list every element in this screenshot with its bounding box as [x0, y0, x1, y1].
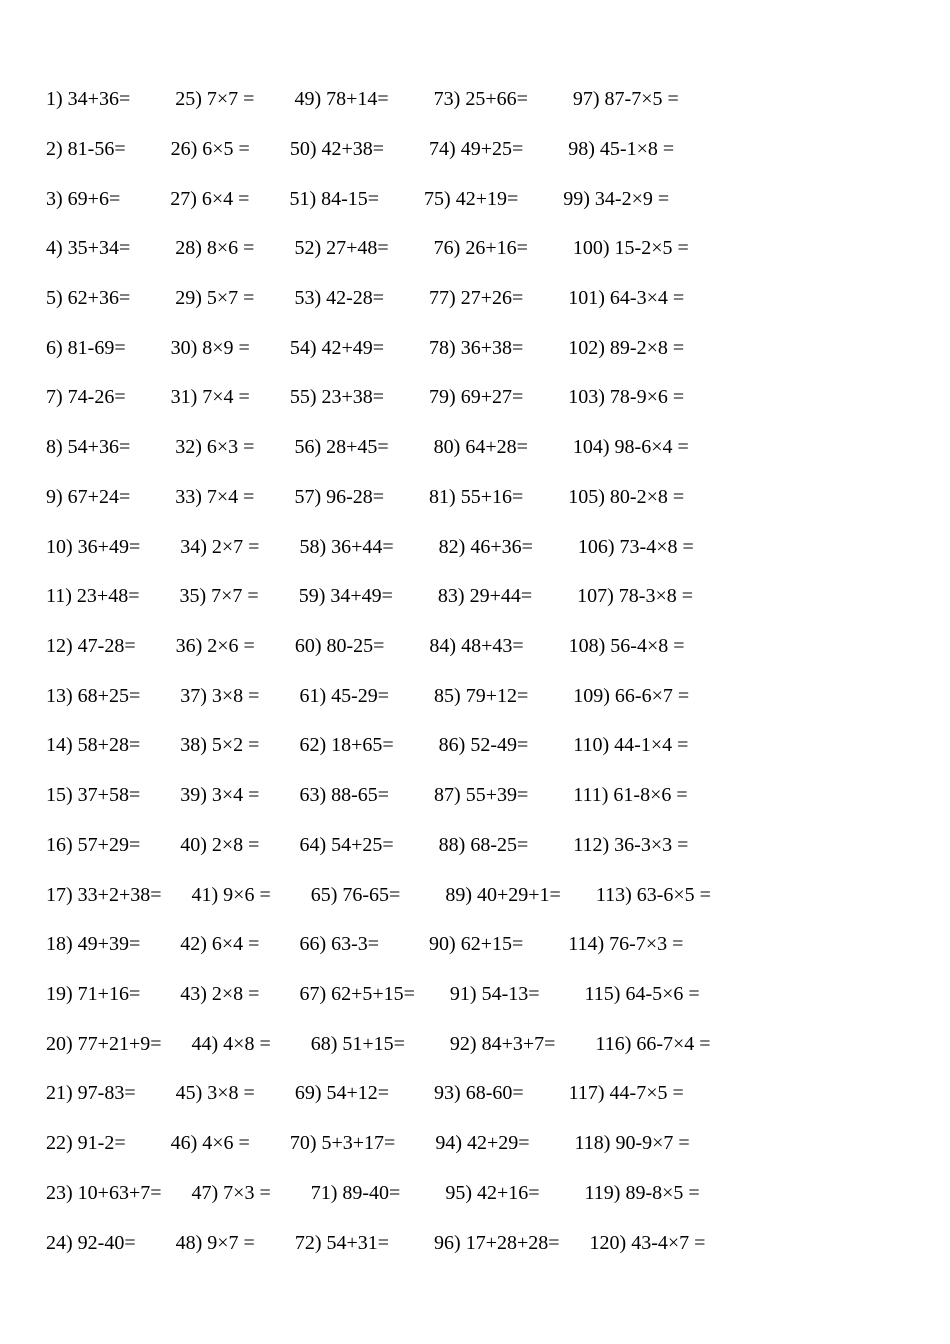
problem-row: 20) 77+21+9= 44) 4×8 = 68) 51+15= 92) 84+3+7= 116) 66-7×4 = [46, 1033, 711, 1055]
problem-row: 8) 54+36= 32) 6×3 = 56) 28+45= 80) 64+28= 104) 98-6×4 = [46, 436, 689, 458]
problem-row: 3) 69+6= 27) 6×4 = 51) 84-15= 75) 42+19= 99) 34-2×9 = [46, 188, 670, 210]
problem-row: 23) 10+63+7= 47) 7×3 = 71) 89-40= 95) 42+16= 119) 89-8×5 = [46, 1182, 700, 1204]
problem-row: 2) 81-56= 26) 6×5 = 50) 42+38= 74) 49+25= 98) 45-1×8 = [46, 138, 675, 160]
problem-row: 7) 74-26= 31) 7×4 = 55) 23+38= 79) 69+27= 103) 78-9×6 = [46, 386, 685, 408]
problem-row: 11) 23+48= 35) 7×7 = 59) 34+49= 83) 29+44= 107) 78-3×8 = [46, 585, 694, 607]
problem-row: 10) 36+49= 34) 2×7 = 58) 36+44= 82) 46+36= 106) 73-4×8 = [46, 536, 694, 558]
problem-row: 16) 57+29= 40) 2×8 = 64) 54+25= 88) 68-25= 112) 36-3×3 = [46, 834, 689, 856]
problem-row: 24) 92-40= 48) 9×7 = 72) 54+31= 96) 17+28+28= 120) 43-4×7 = [46, 1232, 706, 1254]
problem-row: 21) 97-83= 45) 3×8 = 69) 54+12= 93) 68-60= 117) 44-7×5 = [46, 1082, 684, 1104]
problem-row: 4) 35+34= 28) 8×6 = 52) 27+48= 76) 26+16= 100) 15-2×5 = [46, 237, 689, 259]
problem-row: 6) 81-69= 30) 8×9 = 54) 42+49= 78) 36+38= 102) 89-2×8 = [46, 337, 685, 359]
problem-row: 19) 71+16= 43) 2×8 = 67) 62+5+15= 91) 54-13= 115) 64-5×6 = [46, 983, 700, 1005]
problem-row: 13) 68+25= 37) 3×8 = 61) 45-29= 85) 79+12= 109) 66-6×7 = [46, 685, 690, 707]
problem-row: 18) 49+39= 42) 6×4 = 66) 63-3= 90) 62+15= 114) 76-7×3 = [46, 933, 684, 955]
problem-row: 17) 33+2+38= 41) 9×6 = 65) 76-65= 89) 40+29+1= 113) 63-6×5 = [46, 884, 711, 906]
problem-row: 15) 37+58= 39) 3×4 = 63) 88-65= 87) 55+39= 111) 61-8×6 = [46, 784, 688, 806]
problem-row: 12) 47-28= 36) 2×6 = 60) 80-25= 84) 48+43= 108) 56-4×8 = [46, 635, 685, 657]
problem-row: 1) 34+36= 25) 7×7 = 49) 78+14= 73) 25+66= 97) 87-7×5 = [46, 88, 679, 110]
problem-row: 9) 67+24= 33) 7×4 = 57) 96-28= 81) 55+16= 105) 80-2×8 = [46, 486, 685, 508]
problem-row: 22) 91-2= 46) 4×6 = 70) 5+3+17= 94) 42+29= 118) 90-9×7 = [46, 1132, 690, 1154]
problem-row: 14) 58+28= 38) 5×2 = 62) 18+65= 86) 52-49= 110) 44-1×4 = [46, 734, 689, 756]
problem-row: 5) 62+36= 29) 5×7 = 53) 42-28= 77) 27+26= 101) 64-3×4 = [46, 287, 685, 309]
